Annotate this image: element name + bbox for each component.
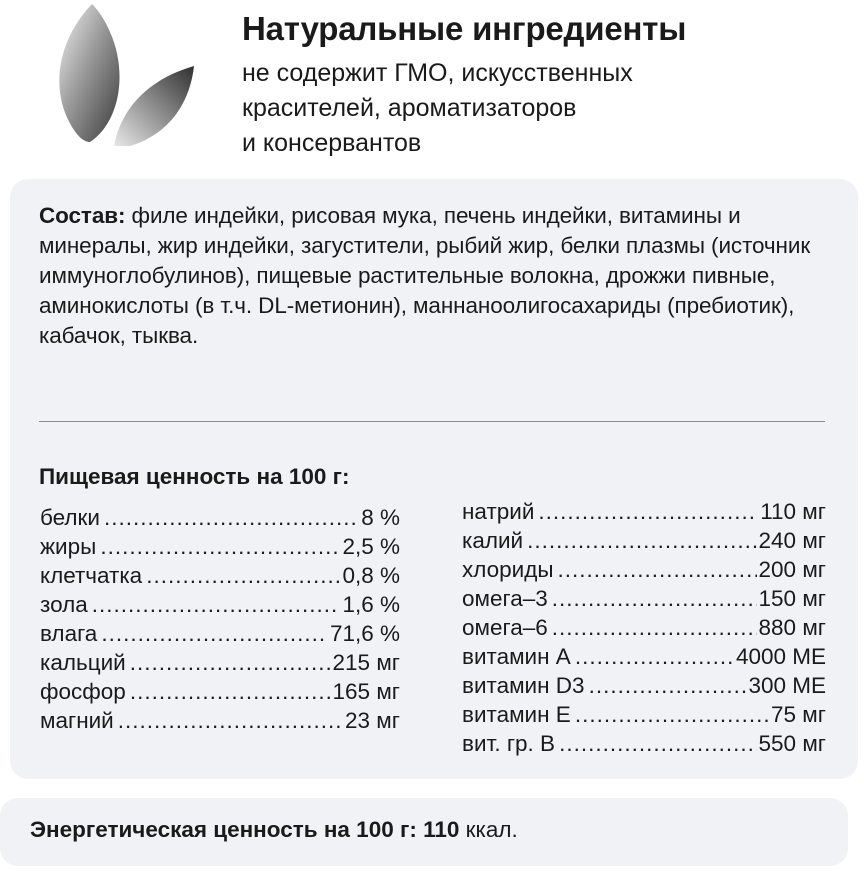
- nutrition-row: [462, 700, 826, 729]
- nutrient-name: фосфор: [40, 679, 126, 704]
- dot-leader: [527, 526, 756, 555]
- nutrient-name: витамин Е: [462, 702, 571, 727]
- energy-label: Энергетическая ценность на 100 г: 110: [30, 817, 460, 842]
- nutrient-value: 110 мг: [760, 499, 826, 524]
- nutrition-list-left: [40, 503, 400, 735]
- dot-leader: [559, 729, 756, 758]
- nutrition-row: [40, 561, 400, 590]
- nutrient-value: 75 мг: [771, 702, 826, 727]
- nutrition-row: [462, 671, 826, 700]
- nutrition-row: [462, 729, 826, 758]
- nutrient-name: калий: [462, 528, 524, 553]
- energy-card: [0, 798, 848, 866]
- nutrition-row: [40, 503, 400, 532]
- composition-label: Состав:: [39, 203, 126, 228]
- nutrient-name: натрий: [462, 499, 535, 524]
- dot-leader: [101, 619, 328, 648]
- nutrition-row: [462, 584, 826, 613]
- nutrition-row: [40, 677, 400, 706]
- dot-leader: [552, 584, 757, 613]
- nutrient-value: 165 мг: [332, 679, 400, 704]
- nutrition-row: [40, 648, 400, 677]
- dot-leader: [130, 677, 331, 706]
- nutrient-name: жиры: [40, 534, 97, 559]
- nutrient-value: 200 мг: [758, 557, 826, 582]
- composition-text: [39, 201, 839, 351]
- header-subtitle-line: не содержит ГМО, искусственных: [242, 59, 633, 87]
- nutrient-value: 8 %: [361, 505, 400, 530]
- header-subtitle-line: красителей, ароматизаторов: [242, 94, 577, 122]
- nutrition-list-right: [462, 497, 826, 758]
- dot-leader: [118, 706, 343, 735]
- header-subtitle-line: и консервантов: [242, 129, 422, 157]
- nutrition-row: [40, 619, 400, 648]
- dot-leader: [100, 532, 340, 561]
- dot-leader: [92, 590, 341, 619]
- nutrient-name: магний: [40, 708, 114, 733]
- nutrient-name: белки: [40, 505, 100, 530]
- nutrition-row: [462, 526, 826, 555]
- composition-ingredients: филе индейки, рисовая мука, печень индейки, витамины и минералы, жир индейки, загустители, рыбий жир, белки плазмы (источник иммуноглобулинов), пищевые растительные волокна, дрожжи пивные, аминокислоты (в т.ч. DL-метионин), маннаноолигосахариды (пребиотик), кабачок, тыква.: [39, 203, 811, 348]
- nutrient-value: 215 мг: [332, 650, 400, 675]
- nutrient-value: 4000 МЕ: [735, 644, 826, 669]
- nutrition-row: [462, 555, 826, 584]
- composition-card: [10, 179, 858, 779]
- header-title: Натуральные ингредиенты: [242, 10, 687, 47]
- nutrient-value: 240 мг: [758, 528, 826, 553]
- nutrient-name: омега–3: [462, 586, 548, 611]
- dot-leader: [146, 561, 340, 590]
- nutrient-name: зола: [40, 592, 88, 617]
- dot-leader: [552, 613, 757, 642]
- nutrient-value: 2,5 %: [342, 534, 400, 559]
- energy-unit: ккал.: [459, 817, 518, 842]
- nutrient-value: 150 мг: [758, 586, 826, 611]
- dot-leader: [104, 503, 359, 532]
- dot-leader: [558, 555, 757, 584]
- nutrient-value: 300 МЕ: [748, 673, 826, 698]
- nutrient-name: клетчатка: [40, 563, 143, 588]
- dot-leader: [575, 700, 769, 729]
- nutrient-name: омега–6: [462, 615, 548, 640]
- nutrient-value: 0,8 %: [342, 563, 400, 588]
- nutrient-name: кальций: [40, 650, 126, 675]
- nutrient-value: 550 мг: [758, 731, 826, 756]
- nutrient-name: вит. гр. В: [462, 731, 556, 756]
- nutrition-row: [462, 642, 826, 671]
- nutrient-name: витамин А: [462, 644, 571, 669]
- nutrient-value: 71,6 %: [329, 621, 400, 646]
- nutrient-value: 880 мг: [758, 615, 826, 640]
- nutrition-row: [40, 532, 400, 561]
- nutrient-name: хлориды: [462, 557, 554, 582]
- energy-text: [30, 817, 518, 843]
- divider: [39, 421, 825, 422]
- leaves-icon: [50, 2, 200, 150]
- header-subtitle: [242, 56, 842, 161]
- nutrient-name: витамин D3: [462, 673, 585, 698]
- dot-leader: [575, 642, 734, 671]
- dot-leader: [589, 671, 747, 700]
- nutrient-value: 23 мг: [345, 708, 400, 733]
- dot-leader: [538, 497, 758, 526]
- nutrient-name: влага: [40, 621, 98, 646]
- nutrient-value: 1,6 %: [342, 592, 400, 617]
- nutrition-row: [40, 590, 400, 619]
- nutrition-row: [40, 706, 400, 735]
- dot-leader: [130, 648, 331, 677]
- nutrition-title: Пищевая ценность на 100 г:: [39, 464, 350, 489]
- nutrition-row: [462, 613, 826, 642]
- nutrition-row: [462, 497, 826, 526]
